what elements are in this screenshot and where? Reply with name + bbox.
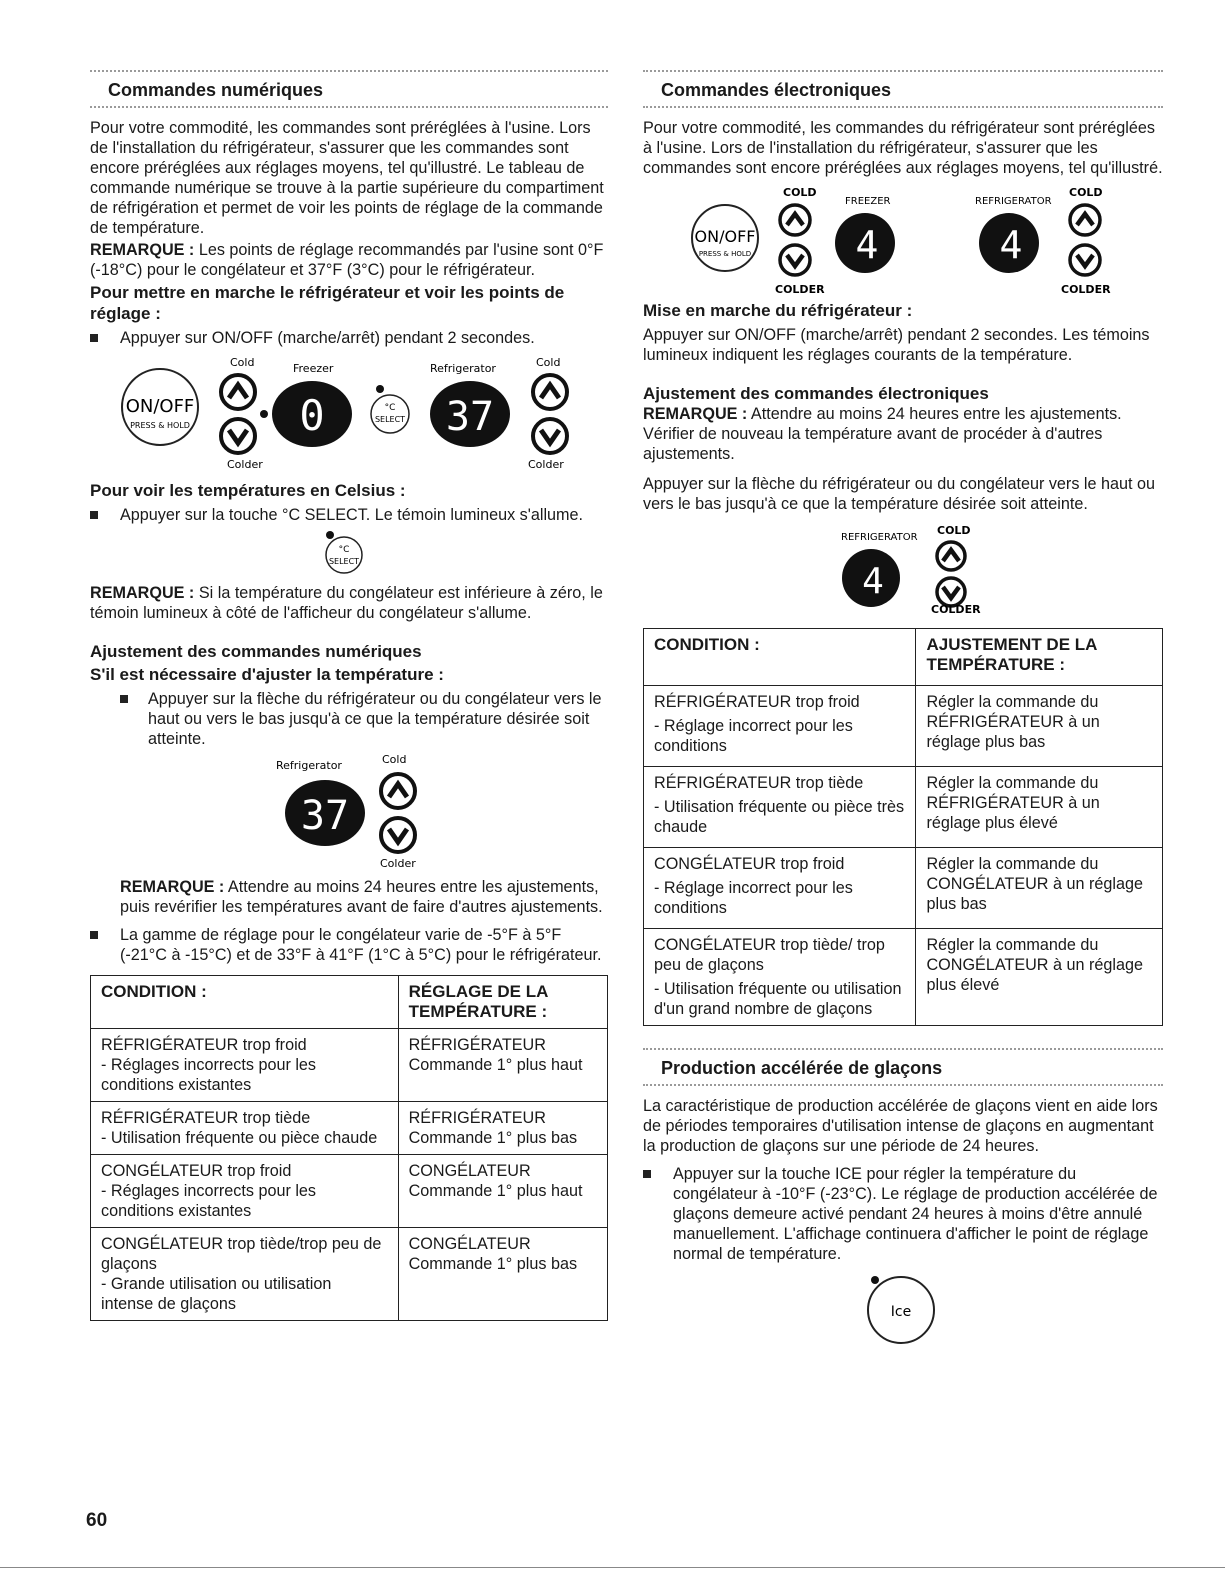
indicator-light-icon [871,1276,879,1284]
left-column [90,70,608,1321]
subheading: Mise en marche du réfrigérateur : [643,301,913,320]
condition-cell: CONGÉLATEUR trop tiède/trop peu de glaçons - Grande utilisation ou utilisation intense de glaçons [91,1228,399,1321]
adjustment-cell: Régler la commande du RÉFRIGÉRATEUR à un réglage plus élevé [916,767,1163,848]
press-hold-label: PRESS & HOLD [130,421,190,430]
bullet-item: La gamme de réglage pour le congélateur varie de -5°F à 5°F (-21°C à -15°C) et de 33°F à 41°F (1°C à 5°C) pour le réfrigérateur. [90,925,608,965]
refrigerator-digit: 4 [999,223,1023,267]
cold-label: COLD [783,186,817,199]
note-paragraph: REMARQUE : Si la température du congélateur est inférieure à zéro, le témoin lumineux à côté de l'afficheur du congélateur s'allume. [90,584,603,622]
freezer-label: FREEZER [845,196,891,207]
ice-button-illustration [643,1268,1163,1348]
refrigerator-display [430,381,510,447]
on-off-button[interactable] [692,205,758,271]
digital-control-panel [90,352,608,472]
colder-label: COLDER [775,283,825,296]
refrigerator-up-arrow-icon[interactable] [533,375,567,409]
refrigerator-display [285,780,365,846]
page-number: 60 [86,1510,108,1531]
colder-label: Colder [227,458,263,471]
body-paragraph: La caractéristique de production accélérée de glaçons vient en aide lors de périodes temporaires d'utilisation intense de glaçons en augmentant la production de glaçons sur une période de 24 heures. [643,1097,1158,1155]
freezer-down-arrow-icon[interactable] [221,419,255,453]
down-arrow-icon[interactable] [381,818,415,852]
table-row [91,1029,608,1102]
celsius-label: °C [384,403,396,413]
refrigerator-label: REFRIGERATOR [975,196,1052,207]
refrigerator-down-arrow-icon[interactable] [533,419,567,453]
colder-label: COLDER [1061,283,1111,296]
freezer-display [835,213,895,273]
colder-label: Colder [528,458,564,471]
table-row [644,767,1163,848]
column-header: AJUSTEMENT DE LA TEMPÉRATURE : [916,629,1163,686]
table-row [91,1102,608,1155]
refrigerator-up-arrow-icon[interactable] [1070,205,1100,235]
freezer-digit: 4 [855,223,879,267]
adjustment-cell: Régler la commande du CONGÉLATEUR à un réglage plus élevé [916,929,1163,1026]
table-header-row [644,629,1163,686]
up-arrow-icon[interactable] [937,542,965,570]
freezer-down-arrow-icon[interactable] [780,245,810,275]
section-heading: Commandes numériques [90,70,608,108]
refrigerator-digit: 37 [300,793,350,839]
section-heading: Commandes électroniques [643,70,1163,108]
cold-label: Cold [382,753,407,766]
note-paragraph: REMARQUE : Les points de réglage recommandés par l'usine sont 0°F (-18°C) pour le congélateur et 37°F (3°C) pour le réfrigérateur. [90,241,604,279]
adjustment-cell: Régler la commande du RÉFRIGÉRATEUR à un réglage plus bas [916,686,1163,767]
right-column [643,70,1163,1348]
ice-button[interactable] [868,1277,934,1343]
select-label: SELECT [328,557,360,566]
refrigerator-display [979,213,1039,273]
cold-label: Cold [536,356,561,369]
refrigerator-digit: 37 [445,394,495,440]
adjustment-cell: CONGÉLATEUR Commande 1° plus bas [398,1228,607,1321]
adjustment-cell: Régler la commande du CONGÉLATEUR à un réglage plus bas [916,848,1163,929]
cold-label: COLD [937,524,971,537]
condition-cell: RÉFRIGÉRATEUR trop tiède - Utilisation fréquente ou pièce chaude [91,1102,399,1155]
refrigerator-control-illustration [643,516,1163,614]
note-paragraph: REMARQUE : Attendre au moins 24 heures entre les ajustements. Vérifier de nouveau la température avant de procéder à d'autres ajustements. [643,405,1122,463]
select-label: SELECT [374,415,406,424]
celsius-select-button[interactable] [326,537,362,573]
up-arrow-icon[interactable] [381,774,415,808]
on-off-label: ON/OFF [694,227,756,246]
subheading: Pour mettre en marche le réfrigérateur et voir les points de réglage : [90,283,565,323]
press-hold-label: PRESS & HOLD [698,250,752,258]
bullet-item: Appuyer sur la touche ICE pour régler la température du congélateur à -10°F (-23°C). Le réglage de production accélérée de glaçons demeure activé pendant 24 heures à moins d'être annulé manuellement. L'affichage continuera d'afficher le point de réglage normal de température. [643,1164,1163,1264]
bullet-item: Appuyer sur la flèche du réfrigérateur ou du congélateur vers le haut ou vers le bas jusqu'à ce que la température désirée soit atteinte. [90,689,608,749]
condition-cell: RÉFRIGÉRATEUR trop tiède - Utilisation fréquente ou pièce très chaude [644,767,916,848]
cold-label: COLD [1069,186,1103,199]
adjustment-cell: RÉFRIGÉRATEUR Commande 1° plus haut [398,1029,607,1102]
on-off-label: ON/OFF [125,396,195,417]
celsius-label: °C [338,545,350,555]
electronic-control-panel [643,180,1163,298]
table-row [644,848,1163,929]
condition-cell: RÉFRIGÉRATEUR trop froid - Réglage incorrect pour les conditions [644,686,916,767]
refrigerator-down-arrow-icon[interactable] [1070,245,1100,275]
body-paragraph: Appuyer sur la flèche du réfrigérateur ou du congélateur vers le haut ou vers le bas jusqu'à ce que la température désirée soit atteinte. [643,475,1156,513]
on-off-button[interactable] [122,369,198,445]
table-row [644,686,1163,767]
subheading: Ajustement des commandes électroniques [643,384,989,403]
refrigerator-label: Refrigerator [430,362,496,375]
intro-paragraph: Pour votre commodité, les commandes sont préréglées à l'usine. Lors de l'installation du réfrigérateur, s'assurer que les commandes sont encore préréglées aux réglages moyens, tel qu'illustré. Le tableau de commande numérique se trouve à la partie supérieure du compartiment de réfrigération et permet de voir les points de réglage de la commande de température. [90,119,604,237]
intro-paragraph: Pour votre commodité, les commandes du réfrigérateur sont préréglées à l'usine. Lors de l'installation du réfrigérateur, s'assurer que les commandes sont encore préréglées aux réglages moyens, tel qu'illustré. [643,119,1163,177]
column-header: CONDITION : [644,629,916,686]
bullet-item: Appuyer sur la touche °C SELECT. Le témoin lumineux s'allume. [90,505,608,525]
subheading: Ajustement des commandes numériques [90,642,422,661]
refrigerator-label: REFRIGERATOR [841,532,918,543]
adjustment-cell: RÉFRIGÉRATEUR Commande 1° plus bas [398,1102,607,1155]
table-header-row [91,976,608,1029]
freezer-display [272,381,352,447]
condition-cell: CONGÉLATEUR trop froid - Réglages incorrects pour les conditions existantes [91,1155,399,1228]
ice-label: Ice [890,1304,912,1320]
freezer-up-arrow-icon[interactable] [780,205,810,235]
condition-cell: CONGÉLATEUR trop tiède/ trop peu de glaçons - Utilisation fréquente ou utilisation d'un grand nombre de glaçons [644,929,916,1026]
colder-label: COLDER [931,603,981,614]
refrigerator-digit: 4 [862,561,884,602]
refrigerator-label: Refrigerator [276,759,342,772]
refrigerator-control-illustration [90,753,608,871]
condition-cell: RÉFRIGÉRATEUR trop froid - Réglages incorrects pour les conditions existantes [91,1029,399,1102]
indicator-light-icon [326,531,334,539]
condition-cell: CONGÉLATEUR trop froid - Réglage incorrect pour les conditions [644,848,916,929]
subheading: Pour voir les températures en Celsius : [90,481,406,500]
adjustment-table [90,975,608,1321]
down-arrow-icon[interactable] [937,578,965,606]
cold-label: Cold [230,356,255,369]
indicator-light-icon [260,410,268,418]
colder-label: Colder [380,857,416,870]
table-row [91,1155,608,1228]
celsius-select-button[interactable] [371,395,409,433]
section-heading: Production accélérée de glaçons [643,1048,1163,1086]
column-header: RÉGLAGE DE LA TEMPÉRATURE : [398,976,607,1029]
column-header: CONDITION : [91,976,399,1029]
freezer-label: Freezer [293,362,334,375]
table-row [644,929,1163,1026]
table-row [91,1228,608,1321]
adjustment-cell: CONGÉLATEUR Commande 1° plus haut [398,1155,607,1228]
body-paragraph: Appuyer sur ON/OFF (marche/arrêt) pendant 2 secondes. Les témoins lumineux indiquent les réglages courants de la température. [643,326,1150,364]
celsius-indicator-icon [376,385,384,393]
refrigerator-display [842,549,900,607]
subheading: S'il est nécessaire d'ajuster la température : [90,665,444,684]
bullet-item: Appuyer sur ON/OFF (marche/arrêt) pendant 2 secondes. [90,328,608,348]
celsius-select-illustration [90,529,608,577]
page-bottom-rule [0,1567,1225,1568]
freezer-up-arrow-icon[interactable] [221,375,255,409]
adjustment-table [643,628,1163,1026]
freezer-digit: 0 [299,391,325,440]
note-paragraph: REMARQUE : Attendre au moins 24 heures entre les ajustements, puis revérifier les températures avant de faire d'autres ajustements. [120,878,603,916]
